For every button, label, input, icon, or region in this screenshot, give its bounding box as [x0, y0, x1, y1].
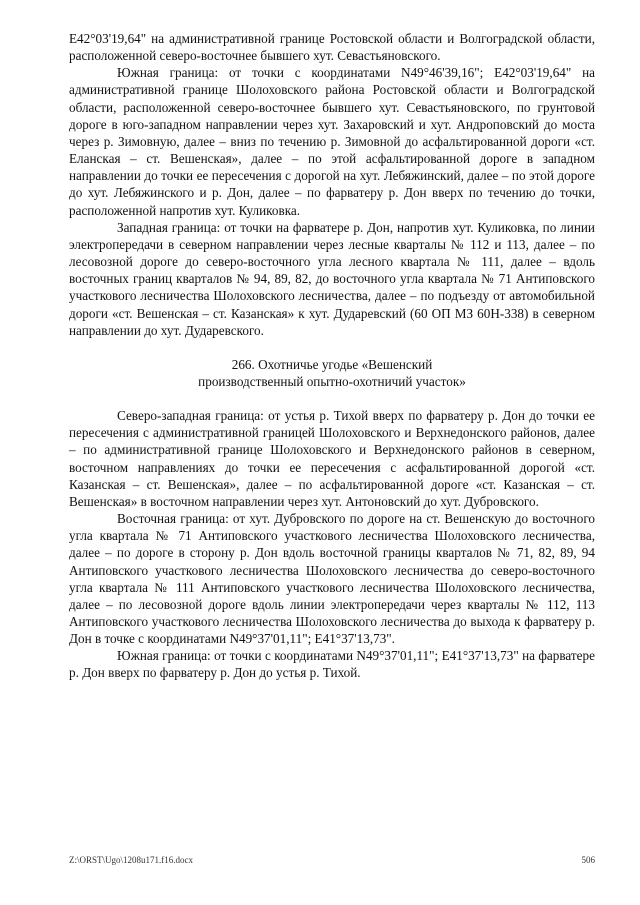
document-page: [69, 30, 595, 682]
top-section: [69, 30, 595, 339]
paragraph-south-border-2: Южная граница: от точки с координатами N49°37'01,11"; E41°37'13,73" на фарватере р. Дон вверх по фарватеру р. Дон до устья р. Тихой.: [69, 648, 595, 681]
section-heading: [69, 356, 595, 390]
page-number: 506: [581, 855, 595, 865]
heading-line-1: 266. Охотничье угодье «Вешенский: [231, 356, 433, 372]
paragraph-northwest-border: Северо-западная граница: от устья р. Тихой вверх по фарватеру р. Дон до точки ее пересечения с административной границей Шолоховского и Верхнедонского районов, далее – по административной границе Шолоховского и Верхнедонского районов в северном, восточном направлениях до точки ее пересечения с асфальтированной дорогой «ст. Казанская – ст. Вешенская», далее – по асфальтированной дороге «ст. Казанская – ст. Вешенская» в восточном направлении через хут. Антоновский до хут. Дубровского.: [69, 408, 595, 509]
file-path: Z:\ORST\Ugo\1208u171.f16.docx: [69, 855, 193, 865]
paragraph-south-border: Южная граница: от точки с координатами N49°46'39,16"; E42°03'19,64" на административной границе Шолоховского района Ростовской области и Волгоградской области, расположенной северо-восточнее бывшего хут. Севастьяновского, по грунтовой дороге в юго-западном направлении через хут. Захаровский и хут. Андроповский до моста через р. Зимовную, далее – вниз по течению р. Зимовной до асфальтированной дороги «ст. Еланская – ст. Вешенская», далее – по этой асфальтированной дороге в западном направлении до точки ее пересечения с дорогой на хут. Лебяжинский, далее – по этой дороге до хут. Лебяжинского и р. Дон, далее – по фарватеру р. Дон вверх по течению до точки, расположенной напротив хут. Куликовка.: [69, 65, 595, 218]
paragraph-east-border: Восточная граница: от хут. Дубровского по дороге на ст. Вешенскую до восточного угла квартала № 71 Антиповского участкового лесничества Шолоховского лесничества, далее – по дороге в сторону р. Дон вдоль восточной границы кварталов № 71, 82, 89, 94 Антиповского участкового лесничества Шолоховского лесничества до северо-восточного угла квартала № 111 Антиповского участкового лесничества Шолоховского лесничества, далее – по лесовозной дороге вдоль линии электропередачи через кварталы № 112, 113 Антиповского участкового лесничества Шолоховского лесничества до выхода к фарватеру р. Дон в точке с координатами N49°37'01,11"; E41°37'13,73".: [69, 511, 595, 647]
paragraph-west-border: Западная граница: от точки на фарватере р. Дон, напротив хут. Куликовка, по линии электропередачи в северном направлении через лесные кварталы № 112 и 113, далее – по лесовозной дороге до северо-восточного угла лесного квартала № 111, далее – вдоль восточных границ кварталов № 94, 89, 82, до восточного угла квартала № 71 Антиповского участкового лесничества Шолоховского лесничества, далее – по подъезду от автомобильной дороги «ст. Вешенская – ст. Казанская» к хут. Дударевский (60 ОП МЗ 60Н-338) в северном направлении до хут. Дударевского.: [69, 219, 595, 338]
paragraph-continuation: E42°03'19,64" на административной границе Ростовской области и Волгоградской области, расположенной северо-восточнее бывшего хут. Севастьяновского.: [69, 31, 595, 64]
bottom-section: [69, 407, 595, 682]
heading-line-2: производственный опытно-охотничий участок»: [198, 373, 466, 389]
